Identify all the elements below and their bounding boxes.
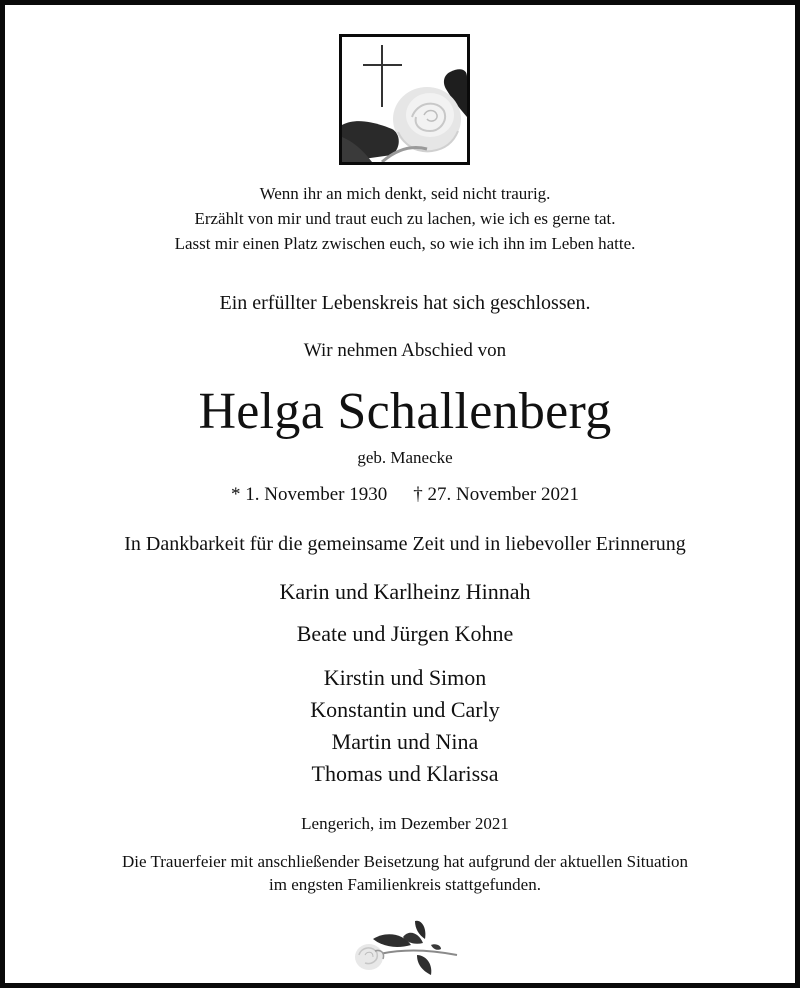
closing-line: Ein erfüllter Lebenskreis hat sich geschlossen.	[219, 292, 591, 314]
farewell-line: Wir nehmen Abschied von	[303, 340, 507, 361]
gratitude-line: In Dankbarkeit für die gemeinsame Zeit und in liebevoller Erinnerung	[124, 533, 686, 555]
rose-image	[345, 905, 465, 977]
poem	[5, 181, 800, 256]
poem-line: Lasst mir einen Platz zwischen euch, so wie ich ihn im Leben hatte.	[174, 234, 636, 253]
poem-line: Wenn ihr an mich denkt, seid nicht traurig.	[259, 184, 551, 203]
grandchild-entry: Thomas und Klarissa	[311, 761, 499, 786]
mourner-entry: Beate und Jürgen Kohne	[296, 621, 514, 646]
birth-date: * 1. November 1930	[231, 484, 388, 505]
funeral-notice	[5, 850, 800, 896]
cross-and-rose-icon	[342, 37, 467, 162]
mourner-entry: Karin und Karlheinz Hinnah	[279, 579, 531, 604]
cross-rose-photo	[339, 34, 470, 165]
deceased-name: Helga Schallenberg	[198, 383, 612, 440]
grandchildren-list	[5, 662, 800, 790]
life-dates	[5, 483, 800, 507]
death-date: † 27. November 2021	[413, 484, 579, 505]
grandchild-entry: Martin und Nina	[331, 729, 479, 754]
poem-line: Erzählt von mir und traut euch zu lachen, wie ich es gerne tat.	[194, 209, 616, 228]
place-date: Lengerich, im Dezember 2021	[301, 814, 509, 833]
funeral-notice-line: im engsten Familienkreis stattgefunden.	[269, 875, 541, 894]
rose-icon	[345, 905, 465, 977]
grandchild-entry: Kirstin und Simon	[323, 665, 487, 690]
grandchild-entry: Konstantin und Carly	[310, 697, 500, 722]
maiden-name: geb. Manecke	[357, 448, 453, 467]
funeral-notice-line: Die Trauerfeier mit anschließender Beisetzung hat aufgrund der aktuellen Situation	[121, 852, 689, 871]
